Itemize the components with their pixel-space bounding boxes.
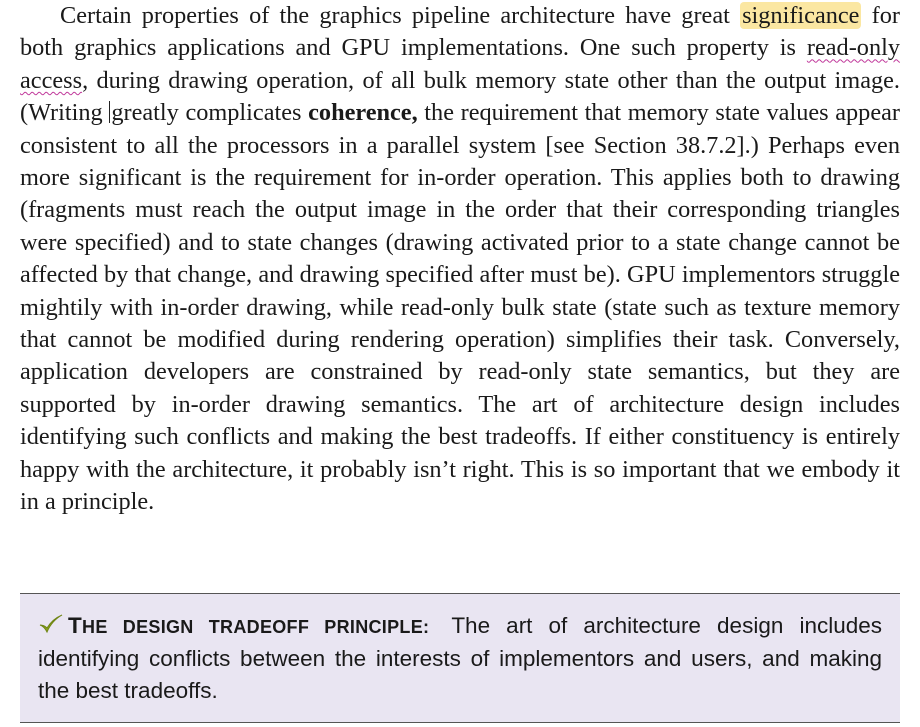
spellcheck-underlined-phrase[interactable]: read-only access (20, 34, 900, 94)
text-run-2: for both graphics applications and GPU implementations. One such property is (20, 2, 900, 62)
highlighted-word[interactable]: significance (742, 2, 860, 29)
text-run-5: the requirement that memory state values appear consistent to all the processors in a parallel system [see Section 38.7.2].) Perhaps even more significant is the requirement for in-order operation. This applies both to drawing (fragments must reach the output image in the order that their corresponding triangles were specified) and to state changes (drawing activated prior to a state change cannot be affected by that change, and drawing specified after must be). GPU implementors struggle mightily with in-order drawing, while read-only bulk state (state such as texture memory that cannot be modified during rendering operation) simplifies their task. Conversely, application developers are constrained by read-only state semantics, but they are supported by in-order drawing semantics. The art of architecture design includes identifying such conflicts and making the best tradeoffs. If either constituency is entirely happy with the architecture, it probably isn’t right. This is so important that we embody it in a principle. (20, 99, 900, 516)
text-run-4: greatly complicates (111, 99, 309, 127)
principle-title-rest: HE DESIGN TRADEOFF PRINCIPLE: (82, 617, 430, 637)
principle-title-initial: T (68, 613, 83, 638)
checkmark-icon (38, 613, 64, 635)
body-paragraph (20, 0, 900, 519)
text-run-1: Certain properties of the graphics pipeline architecture have great (60, 2, 741, 29)
bold-term-coherence: coherence, (308, 99, 418, 127)
text-run-3: , during drawing operation, of all bulk memory state other than the output image. (Writing (20, 66, 900, 127)
principle-box (20, 593, 900, 723)
principle-title (68, 613, 429, 638)
principle-text: The art of architecture design includes identifying conflicts between the interests of implementors and users, and making the best tradeoffs. (38, 613, 882, 703)
